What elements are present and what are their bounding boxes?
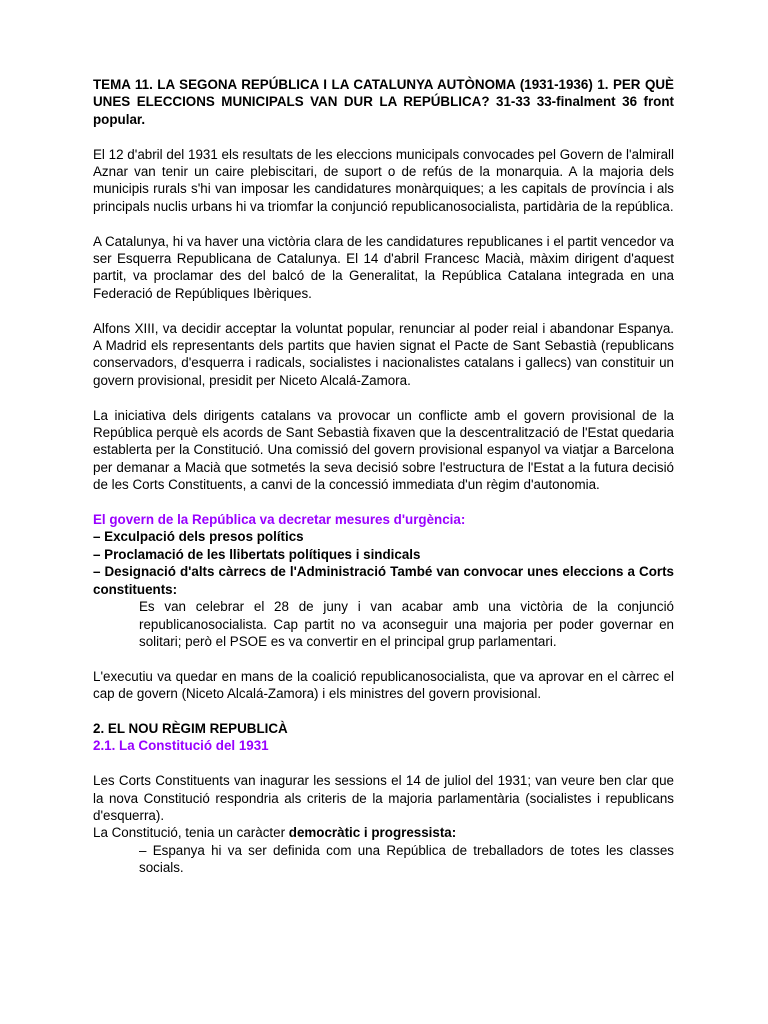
measure-item: – Exculpació dels presos polítics: [93, 529, 304, 545]
spacer: [93, 302, 674, 319]
constitution-text: La Constitució, tenia un caràcter: [93, 825, 289, 841]
indented-paragraph: Es van celebrar el 28 de juny i van acabar amb una victòria de la conjunció republicanosocialista. Cap partit no va aconseguir una majoria per poder governar en solitari; però el PSOE es va convertir en el principal grup parlamentari.: [139, 599, 674, 649]
paragraph-executive: L'executiu va quedar en mans de la coalició republicanosocialista, que va aprovar en el càrrec el cap de govern (Niceto Alcalá-Zamora) i els ministres del govern provisional.: [93, 668, 674, 702]
measure-item: – Proclamació de les llibertats polítiques i sindicals: [93, 546, 421, 562]
constitution-bold-text: democràtic i progressista:: [288, 825, 457, 841]
spacer: [93, 128, 674, 145]
measure-item: – Designació d'alts càrrecs de l'Administració També van convocar unes eleccions a Corts constituents:: [93, 564, 674, 597]
paragraph-constitution: [93, 824, 674, 841]
bullet-item: – Espanya hi va ser definida com una República de treballadors de totes les classes socials.: [139, 842, 674, 876]
spacer: [93, 215, 674, 232]
spacer: [93, 755, 674, 772]
document-title: TEMA 11. LA SEGONA REPÚBLICA I LA CATALUNYA AUTÒNOMA (1931-1936) 1. PER QUÈ UNES ELECCIONS MUNICIPALS VAN DUR LA REPÚBLICA? 31-33 33-finalment 36 front popular.: [93, 77, 674, 127]
paragraph-conflict: La iniciativa dels dirigents catalans va provocar un conflicte amb el govern provisional de la República perquè els acords de Sant Sebastià fixaven que la descentralització de l'Estat quedaria establerta per la Constitució. Una comissió del govern provisional espanyol va viatjar a Barcelona per demanar a Macià que sotmetés la seva decisió sobre l'estructura de l'Estat a la futura decisió de les Corts Constituents, a canvi de la concessió immediata d'un règim d'autonomia.: [93, 407, 674, 493]
spacer: [93, 389, 674, 406]
paragraph-alfons: Alfons XIII, va decidir acceptar la voluntat popular, renunciar al poder reial i abandonar Espanya. A Madrid els representants dels partits que havien signat el Pacte de Sant Sebastià (republicans conservadors, d'esquerra i radicals, socialistes i nacionalistes catalans i gallecs) van constituir un govern provisional, presidit per Niceto Alcalá-Zamora.: [93, 320, 674, 388]
paragraph-catalunya: A Catalunya, hi va haver una victòria clara de les candidatures republicanes i el partit vencedor va ser Esquerra Republicana de Catalunya. El 14 d'abril Francesc Macià, màxim dirigent d'aquest partit, va proclamar des del balcó de la Generalitat, la República Catalana integrada en una Federació de Repúbliques Ibèriques.: [93, 233, 674, 301]
spacer: [93, 650, 674, 667]
subsection-heading: 2.1. La Constitució del 1931: [93, 738, 269, 754]
measures-heading: El govern de la República va decretar mesures d'urgència:: [93, 512, 466, 528]
spacer: [93, 494, 674, 511]
section-heading: 2. EL NOU RÈGIM REPUBLICÀ: [93, 720, 288, 736]
spacer: [93, 703, 674, 720]
paragraph-elections: El 12 d'abril del 1931 els resultats de les eleccions municipals convocades pel Govern de l'almirall Aznar van tenir un caire plebiscitari, de suport o de refús de la monarquia. A la majoria dels municipis rurals s'hi van imposar les candidatures monàrquiques; a les capitals de província i als principals nuclis urbans hi va triomfar la conjunció republicanosocialista, partidària de la república.: [93, 146, 674, 214]
paragraph-corts: Les Corts Constituents van inagurar les sessions el 14 de juliol del 1931; van veure ben clar que la nova Constitució respondria als criteris de la majoria parlamentària (socialistes i republicans d'esquerra).: [93, 773, 674, 823]
